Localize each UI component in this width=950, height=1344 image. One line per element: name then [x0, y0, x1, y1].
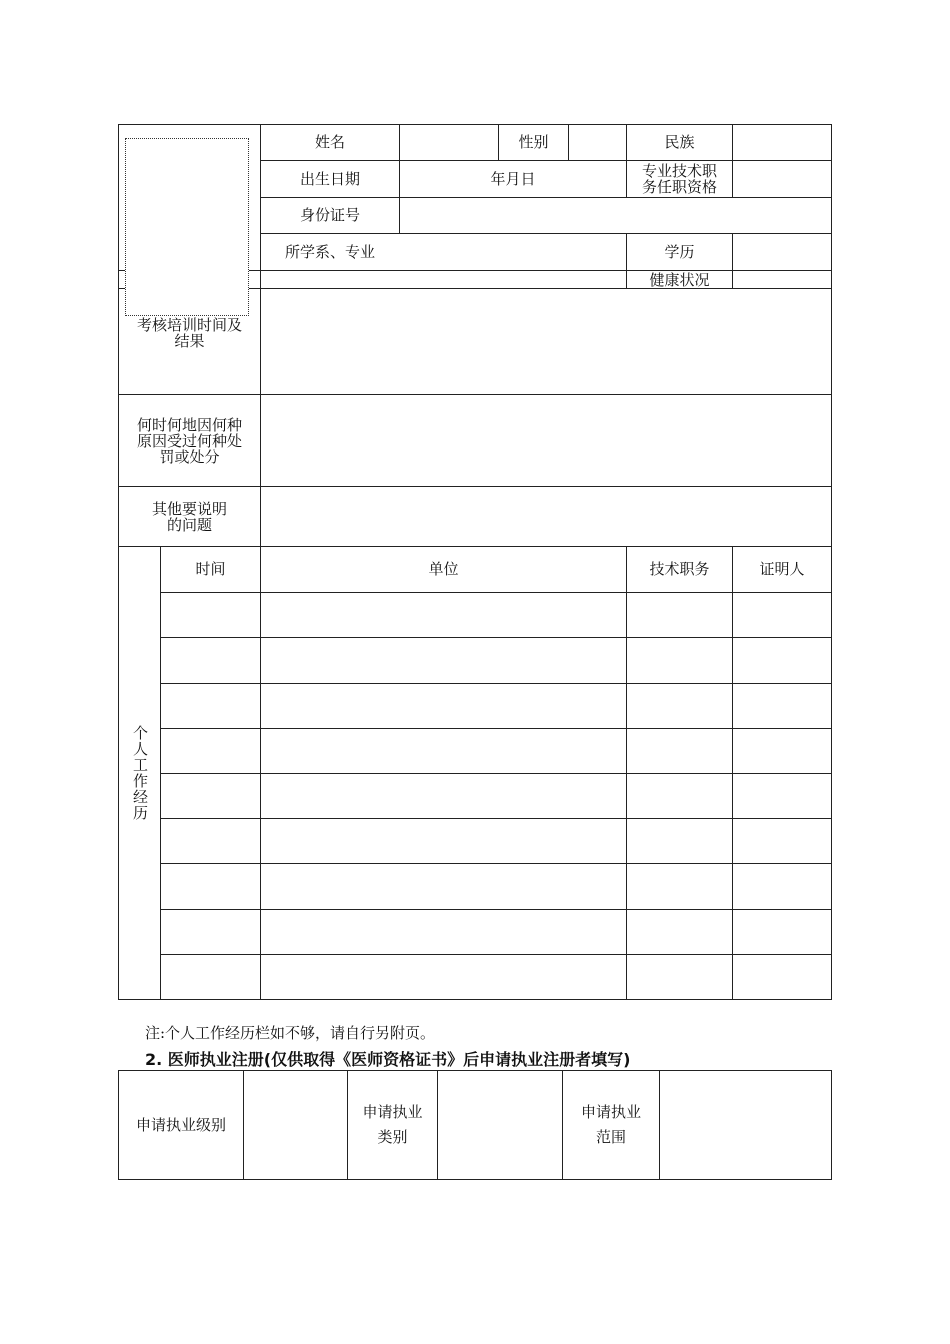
work-history-position-field[interactable] — [627, 955, 732, 999]
work-history-time-field[interactable] — [161, 729, 260, 773]
work-history-witness-field[interactable] — [733, 774, 831, 818]
gender-label: 性别 — [518, 133, 549, 151]
practice-category-label-line2: 类别 — [377, 1128, 408, 1146]
training-label-line3: 结果 — [174, 332, 205, 350]
work-history-header-position: 技术职务 — [649, 560, 710, 578]
work-history-employer-field[interactable] — [261, 729, 626, 773]
other-notes-field[interactable] — [261, 487, 831, 546]
practice-scope-label-line2: 范围 — [595, 1128, 626, 1146]
photo-placeholder[interactable] — [125, 138, 249, 316]
id-number-label: 身份证号 — [299, 206, 360, 224]
work-history-position-field[interactable] — [627, 910, 732, 954]
health-field[interactable] — [733, 271, 831, 288]
work-history-time-field[interactable] — [161, 593, 260, 637]
work-history-time-field[interactable] — [161, 819, 260, 863]
work-history-header-witness: 证明人 — [759, 560, 805, 578]
work-history-position-field[interactable] — [627, 684, 732, 728]
practice-scope-label-line1: 申请执业 — [580, 1103, 641, 1121]
work-history-time-field[interactable] — [161, 638, 260, 683]
work-history-witness-field[interactable] — [733, 593, 831, 637]
gender-field[interactable] — [569, 125, 626, 160]
work-history-time-field[interactable] — [161, 684, 260, 728]
work-history-position-field[interactable] — [627, 638, 732, 683]
work-history-witness-field[interactable] — [733, 819, 831, 863]
work-history-position-field[interactable] — [627, 819, 732, 863]
work-history-employer-field[interactable] — [261, 910, 626, 954]
work-history-header-employer: 单位 — [428, 560, 459, 578]
work-history-employer-field[interactable] — [261, 638, 626, 683]
practice-scope-field[interactable] — [660, 1071, 831, 1179]
practice-category-label — [348, 1071, 437, 1179]
penalty-label-line2: 原因受过何种处 — [136, 431, 242, 450]
professional-title-field[interactable] — [733, 161, 831, 197]
practice-scope-label — [563, 1071, 659, 1179]
training-field[interactable] — [261, 289, 831, 394]
work-history-section-label: 个人工作经历 — [131, 725, 149, 821]
training-label-line2: 考核培训时间及 — [136, 316, 242, 334]
education-label: 学历 — [664, 242, 695, 261]
practice-level-label: 申请执业级别 — [135, 1115, 226, 1134]
penalty-label — [119, 395, 260, 486]
birthdate-field[interactable]: 年月日 — [490, 169, 536, 188]
professional-title-label-line1: 专业技术职 — [641, 162, 717, 180]
work-history-time-field[interactable] — [161, 910, 260, 954]
work-history-header-time: 时间 — [195, 560, 226, 578]
work-history-time-field[interactable] — [161, 774, 260, 818]
education-field[interactable] — [733, 234, 831, 270]
name-field[interactable] — [400, 125, 498, 160]
practice-category-field[interactable] — [438, 1071, 562, 1179]
penalty-label-line3: 罚或处分 — [159, 447, 220, 466]
practice-category-label-line1: 申请执业 — [362, 1103, 423, 1121]
work-history-employer-field[interactable] — [261, 684, 626, 728]
penalty-label-line1: 何时何地因何种 — [136, 415, 242, 434]
work-history-witness-field[interactable] — [733, 729, 831, 773]
birthdate-label: 出生日期 — [299, 169, 360, 188]
registration-section-title: 2. 医师执业注册(仅供取得《医师资格证书》后申请执业注册者填写) — [145, 1050, 631, 1069]
work-history-witness-field[interactable] — [733, 955, 831, 999]
work-history-employer-field[interactable] — [261, 819, 626, 863]
ethnicity-field[interactable] — [733, 125, 831, 160]
id-number-field[interactable] — [400, 198, 831, 233]
major-field[interactable] — [400, 234, 626, 270]
health-label: 健康状况 — [649, 270, 710, 289]
other-notes-label-line2: 的问题 — [166, 515, 212, 534]
other-notes-label-line1: 其他要说明 — [151, 499, 227, 518]
work-history-position-field[interactable] — [627, 729, 732, 773]
work-history-position-field[interactable] — [627, 593, 732, 637]
professional-title-label-line2: 务任职资格 — [641, 178, 717, 196]
work-history-witness-field[interactable] — [733, 684, 831, 728]
work-history-position-field[interactable] — [627, 774, 732, 818]
work-history-time-field[interactable] — [161, 864, 260, 909]
penalty-field[interactable] — [261, 395, 831, 486]
work-history-witness-field[interactable] — [733, 864, 831, 909]
work-history-note: 注:个人工作经历栏如不够，请自行另附页。 — [145, 1024, 436, 1042]
work-history-employer-field[interactable] — [261, 955, 626, 999]
work-history-employer-field[interactable] — [261, 864, 626, 909]
practice-level-field[interactable] — [244, 1071, 347, 1179]
name-label: 姓名 — [314, 133, 345, 151]
ethnicity-label: 民族 — [664, 133, 695, 151]
work-history-employer-field[interactable] — [261, 593, 626, 637]
work-history-position-field[interactable] — [627, 864, 732, 909]
professional-title-label — [627, 161, 732, 197]
major-label: 所学系、专业 — [284, 242, 375, 261]
work-history-witness-field[interactable] — [733, 910, 831, 954]
other-notes-label — [119, 487, 260, 546]
work-history-employer-field[interactable] — [261, 774, 626, 818]
work-history-witness-field[interactable] — [733, 638, 831, 683]
work-history-time-field[interactable] — [161, 955, 260, 999]
